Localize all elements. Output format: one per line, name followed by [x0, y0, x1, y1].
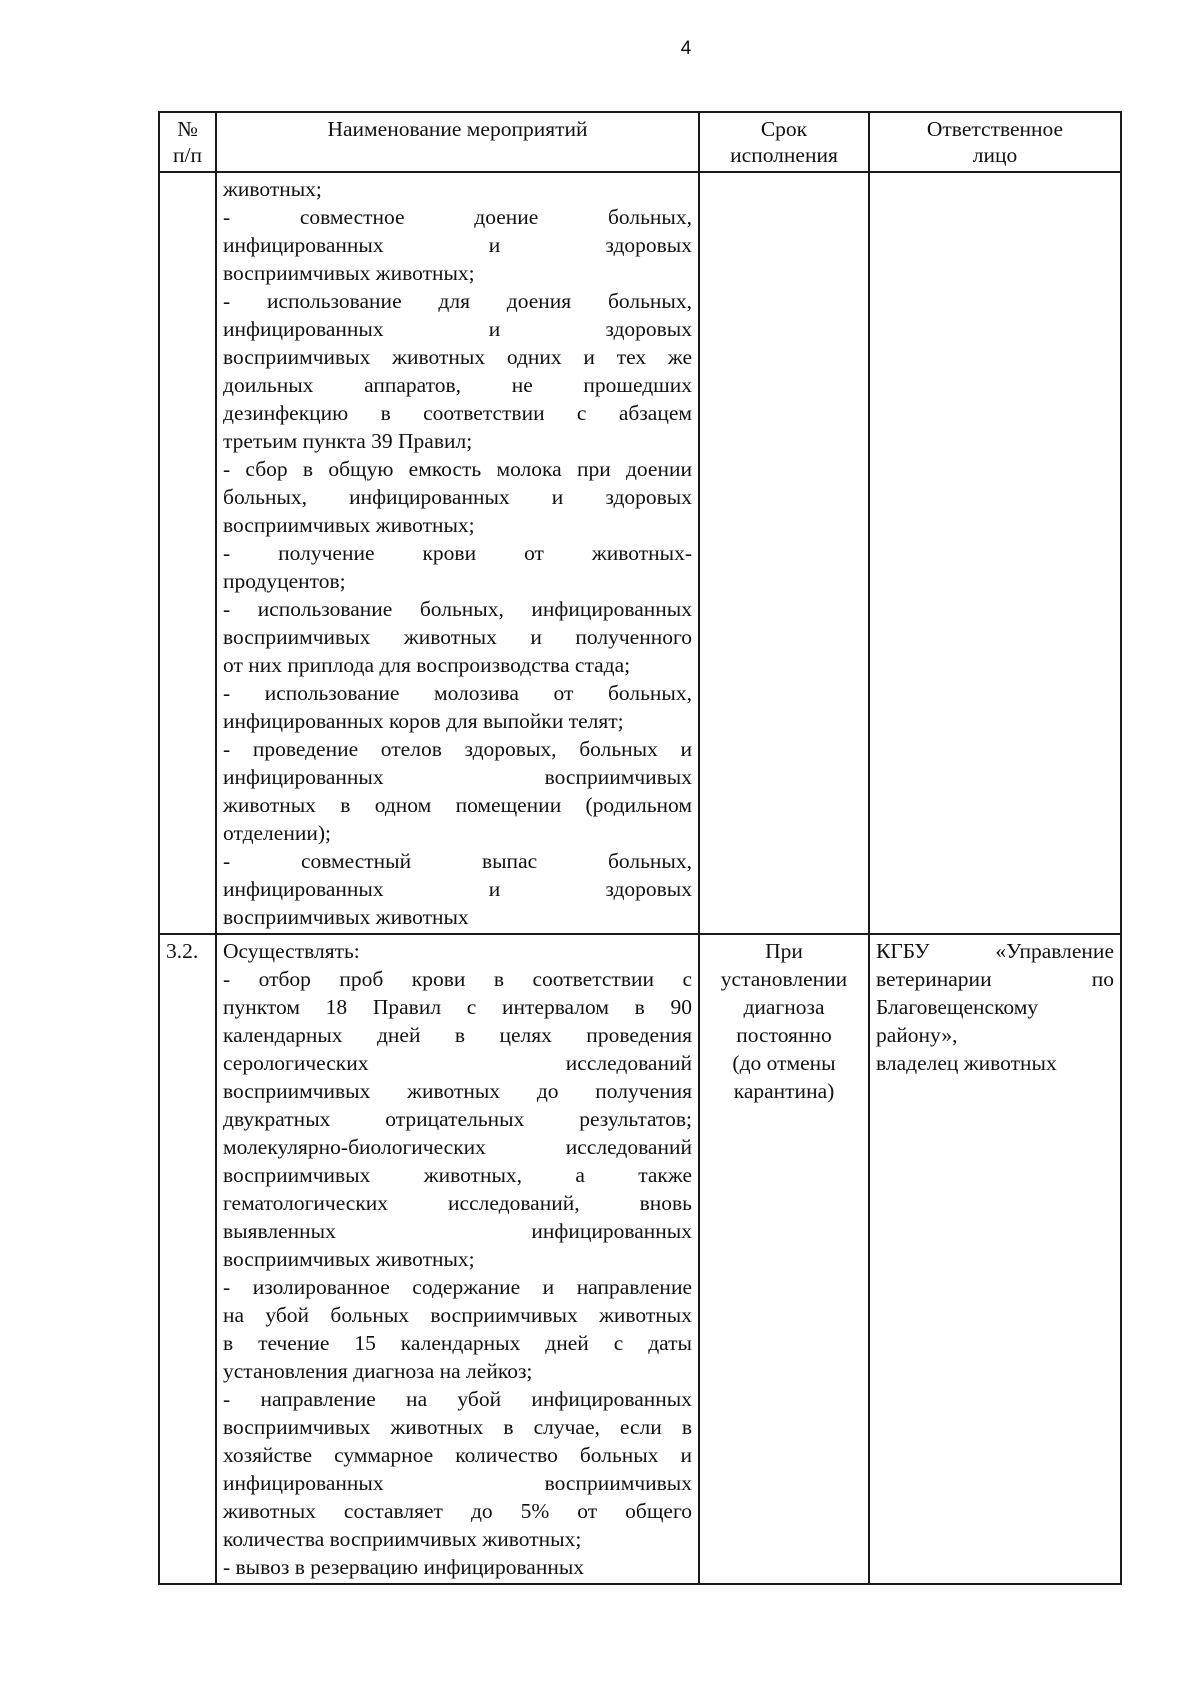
measure-text-line: - использование больных, инфицированных [223, 597, 692, 621]
measure-text-line: инфицированных восприимчивых [223, 1471, 692, 1495]
measure-text-line: восприимчивых животных; [223, 513, 475, 537]
header-num-line: № [177, 117, 198, 141]
header-term-line: исполнения [730, 143, 838, 167]
header-term-line: Срок [760, 117, 808, 141]
measure-text-line: восприимчивых животных в случае, если в [223, 1415, 692, 1439]
measure-text-line: восприимчивых животных и полученного [223, 625, 692, 649]
header-responsible [869, 112, 1121, 172]
measure-text-line: молекулярно-биологических исследований [223, 1135, 692, 1159]
measure-text-line: Осуществлять: [223, 939, 360, 963]
header-num [159, 112, 216, 172]
measure-text-line: серологических исследований [223, 1051, 692, 1075]
measure-text-line: двукратных отрицательных результатов; [223, 1107, 692, 1131]
header-num-line: п/п [173, 143, 202, 167]
measure-text-line: животных составляет до 5% от общего [223, 1499, 692, 1523]
header-responsible-line: Ответственное [926, 117, 1064, 141]
measure-text-line: - проведение отелов здоровых, больных и [223, 737, 692, 761]
measure-text-line: животных; [223, 177, 322, 201]
measure-text-line: количества восприимчивых животных; [223, 1527, 582, 1551]
measure-text-line: восприимчивых животных, а также [223, 1163, 692, 1187]
page-number: 4 [680, 38, 692, 59]
term-text-line: постоянно [736, 1023, 832, 1047]
measure-text-line: установления диагноза на лейкоз; [223, 1359, 533, 1383]
term-text-line: карантина) [733, 1079, 835, 1103]
measure-description [216, 934, 699, 1584]
measures-table [158, 111, 1122, 1585]
measure-text-line: в течение 15 календарных дней с даты [223, 1331, 692, 1355]
measure-text-line: дезинфекцию в соответствии с абзацем [223, 401, 692, 425]
table-header-row [159, 112, 1121, 172]
measure-text-line: доильных аппаратов, не прошедших [223, 373, 692, 397]
measure-text-line: продуцентов; [223, 569, 346, 593]
measure-text-line: - использование для доения больных, [223, 289, 692, 313]
measure-text-line: инфицированных восприимчивых [223, 765, 692, 789]
table-row [159, 172, 1121, 934]
measure-text-line: - использование молозива от больных, [223, 681, 692, 705]
responsible-person [869, 172, 1121, 934]
measure-text-line: календарных дней в целях проведения [223, 1023, 692, 1047]
measure-text-line: гематологических исследований, вновь [223, 1191, 692, 1215]
measure-text-line: больных, инфицированных и здоровых [223, 485, 692, 509]
measure-text-line: выявленных инфицированных [223, 1219, 692, 1243]
header-term [699, 112, 869, 172]
measure-text-line: отделении); [223, 821, 331, 845]
row-number [159, 172, 216, 934]
measure-text-line: хозяйстве суммарное количество больных и [223, 1443, 692, 1467]
measure-text-line: восприимчивых животных; [223, 261, 475, 285]
measure-text-line: восприимчивых животных до получения [223, 1079, 692, 1103]
responsible-text-line: Благовещенскому [876, 995, 1039, 1019]
measure-text-line: - совместный выпас больных, [223, 849, 692, 873]
measure-text-line: на убой больных восприимчивых животных [223, 1303, 692, 1327]
measure-text-line: - изолированное содержание и направление [223, 1275, 692, 1299]
measure-text-line: третьим пункта 39 Правил; [223, 429, 473, 453]
responsible-text-line: району», [876, 1023, 958, 1047]
responsible-person [869, 934, 1121, 1584]
term-text-line: При [765, 939, 803, 963]
term-text-line: установлении [720, 967, 848, 991]
responsible-text-line: ветеринарии по [876, 967, 1114, 991]
measure-text-line: - совместное доение больных, [223, 205, 692, 229]
measure-text-line: - направление на убой инфицированных [223, 1387, 692, 1411]
term-text-line: диагноза [743, 995, 825, 1019]
measure-text-line: инфицированных коров для выпойки телят; [223, 709, 624, 733]
table-body [159, 172, 1121, 1584]
execution-term [699, 934, 869, 1584]
measure-text-line: - отбор проб крови в соответствии с [223, 967, 692, 991]
responsible-text-line: КГБУ «Управление [876, 939, 1114, 963]
execution-term [699, 172, 869, 934]
measure-text-line: от них приплода для воспроизводства стада; [223, 653, 631, 677]
measure-text-line: - вывоз в резервацию инфицированных [223, 1555, 585, 1579]
measure-text-line: восприимчивых животных [223, 905, 469, 929]
measure-description [216, 172, 699, 934]
header-name: Наименование мероприятий [216, 112, 699, 172]
measure-text-line: инфицированных и здоровых [223, 233, 692, 257]
measure-text-line: - сбор в общую емкость молока при доении [223, 457, 692, 481]
measure-text-line: животных в одном помещении (родильном [223, 793, 692, 817]
row-number: 3.2. [159, 934, 216, 1584]
measure-text-line: инфицированных и здоровых [223, 317, 692, 341]
header-responsible-line: лицо [972, 143, 1018, 167]
measure-text-line: восприимчивых животных; [223, 1247, 475, 1271]
measure-text-line: пунктом 18 Правил с интервалом в 90 [223, 995, 692, 1019]
table-row [159, 934, 1121, 1584]
measure-text-line: - получение крови от животных- [223, 541, 692, 565]
responsible-text-line: владелец животных [876, 1051, 1057, 1075]
term-text-line: (до отмены [732, 1051, 836, 1075]
measure-text-line: инфицированных и здоровых [223, 877, 692, 901]
measure-text-line: восприимчивых животных одних и тех же [223, 345, 692, 369]
